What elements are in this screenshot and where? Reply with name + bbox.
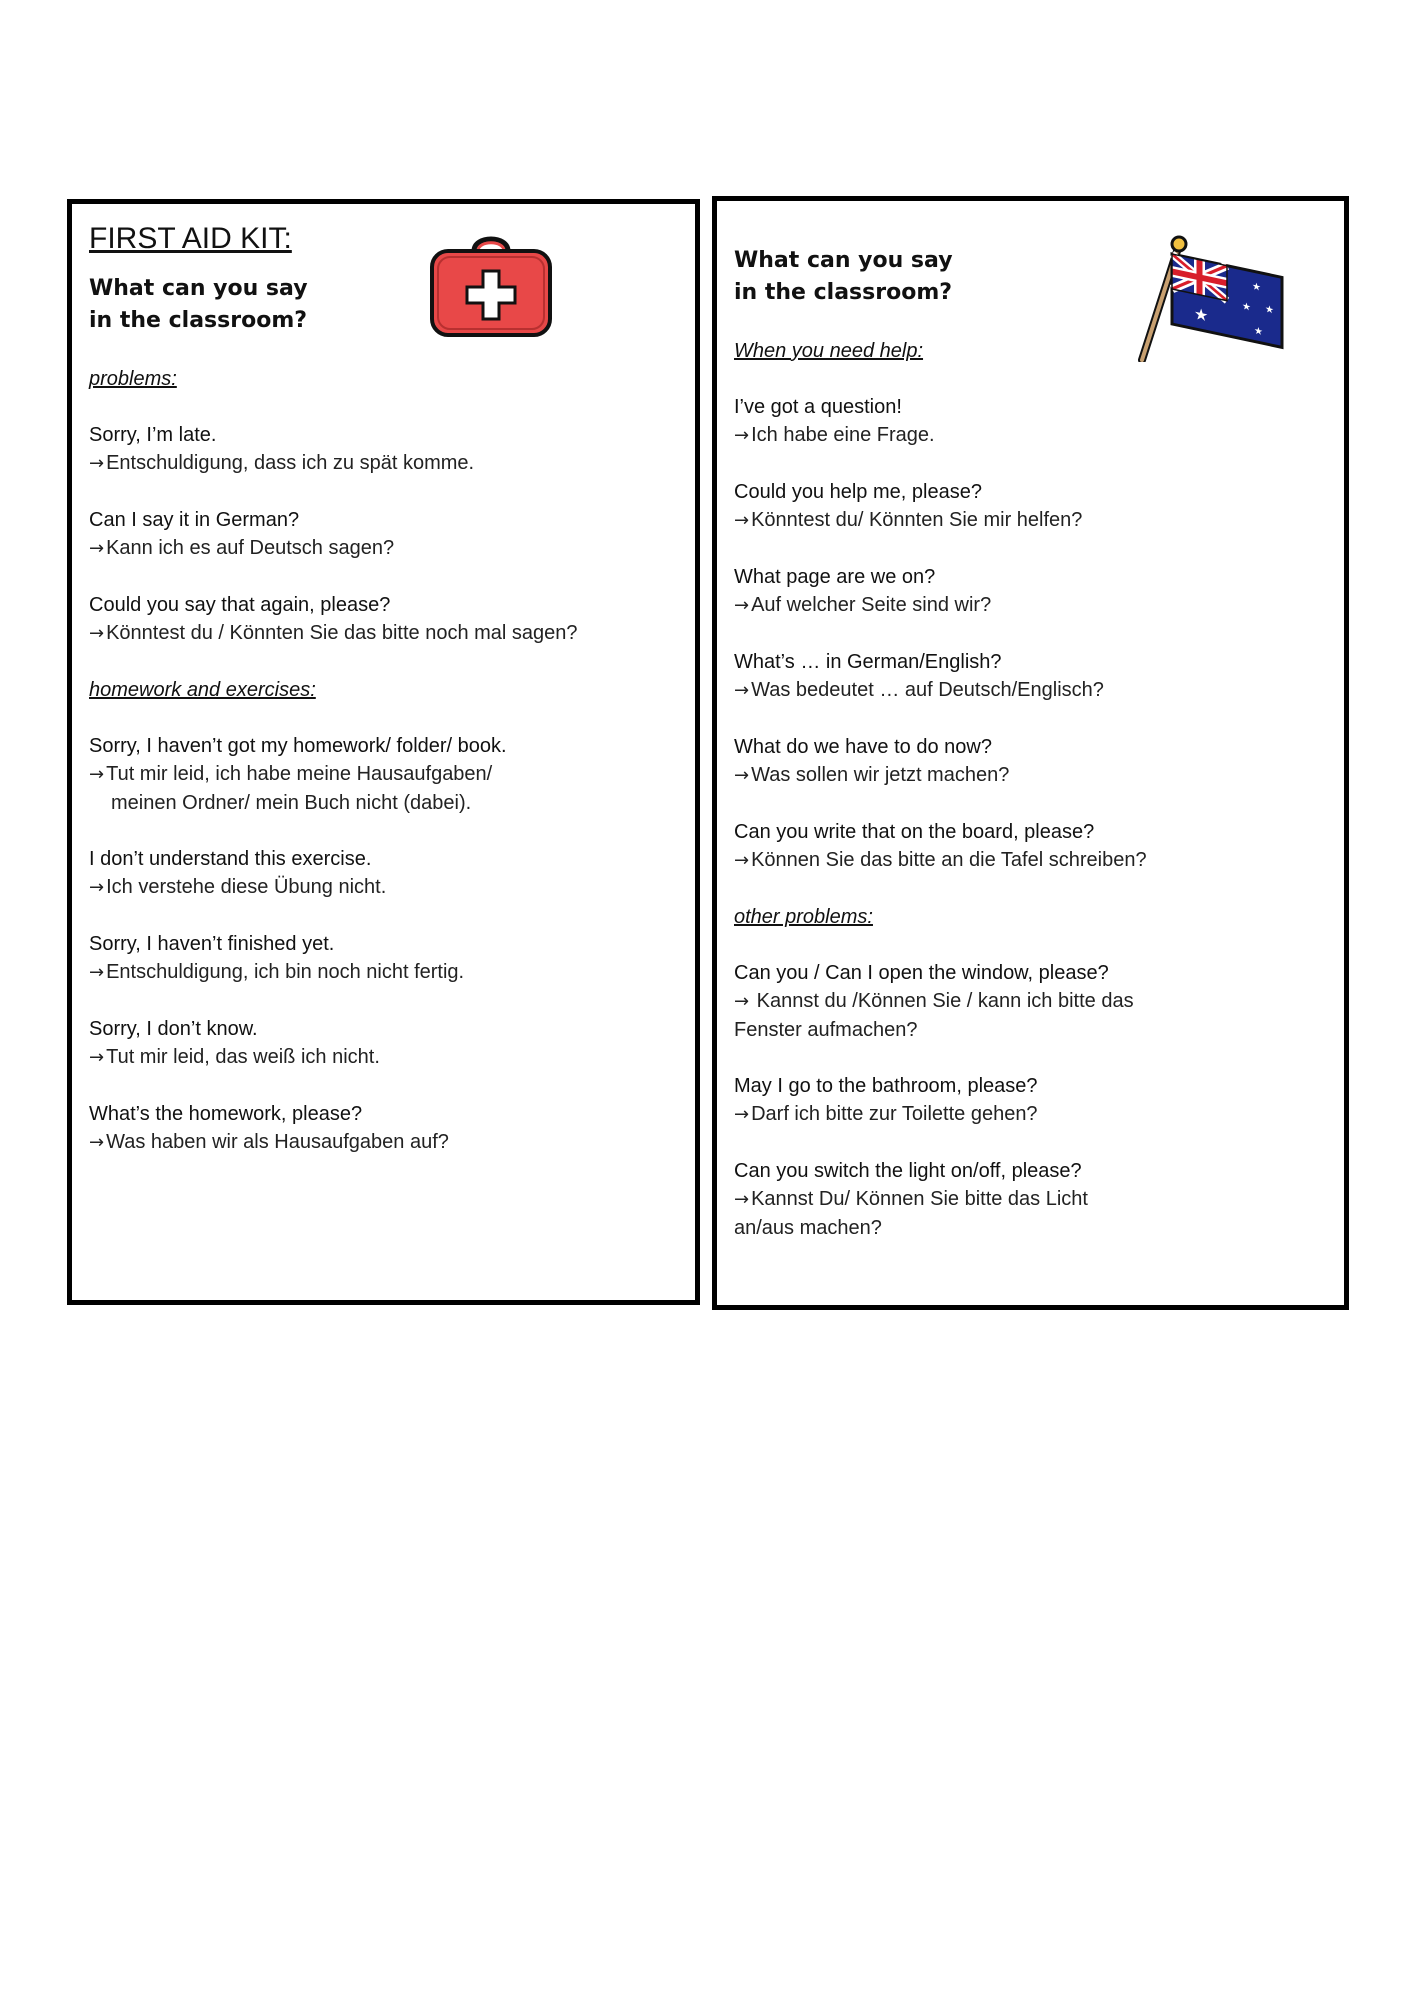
kit-title: FIRST AID KIT: bbox=[89, 222, 292, 255]
arrow-icon: → bbox=[734, 765, 750, 786]
english-phrase: Can you / Can I open the window, please? bbox=[734, 962, 1109, 984]
german-translation bbox=[734, 1185, 1327, 1214]
left-heading-line2: in the classroom? bbox=[89, 308, 308, 333]
german-text: Entschuldigung, ich bin noch nicht fertig. bbox=[106, 961, 465, 983]
english-phrase: What do we have to do now? bbox=[734, 736, 992, 758]
german-translation bbox=[89, 449, 678, 478]
right-card-content bbox=[734, 215, 1327, 1242]
english-phrase: Could you say that again, please? bbox=[89, 594, 391, 616]
phrase-item bbox=[734, 478, 1327, 535]
arrow-icon: → bbox=[734, 1189, 750, 1210]
first-aid-kit-icon bbox=[426, 229, 556, 339]
left-card-content bbox=[89, 218, 678, 1157]
section-label: When you need help: bbox=[734, 340, 924, 362]
german-translation bbox=[734, 676, 1327, 705]
german-translation bbox=[89, 619, 678, 648]
german-translation bbox=[89, 1128, 678, 1157]
arrow-icon: → bbox=[89, 962, 105, 983]
english-phrase: I don’t understand this exercise. bbox=[89, 848, 372, 870]
arrow-icon: → bbox=[734, 991, 750, 1012]
arrow-icon: → bbox=[734, 1104, 750, 1125]
german-text: Können Sie das bitte an die Tafel schreiben? bbox=[751, 849, 1147, 871]
german-translation bbox=[734, 421, 1327, 450]
section-label: problems: bbox=[89, 368, 177, 390]
english-phrase: Can I say it in German? bbox=[89, 509, 300, 531]
phrase-item bbox=[734, 959, 1327, 1044]
right-heading-line2: in the classroom? bbox=[734, 280, 953, 305]
german-text: Entschuldigung, dass ich zu spät komme. bbox=[106, 452, 475, 474]
german-text: Was haben wir als Hausaufgaben auf? bbox=[106, 1131, 449, 1153]
arrow-icon: → bbox=[734, 425, 750, 446]
german-translation bbox=[89, 873, 678, 902]
arrow-icon: → bbox=[89, 1047, 105, 1068]
german-text: Kannst Du/ Können Sie bitte das Licht bbox=[751, 1188, 1088, 1210]
first-aid-kit-card bbox=[67, 199, 700, 1305]
phrase-item bbox=[89, 732, 678, 817]
german-translation bbox=[734, 1016, 1327, 1044]
german-text: Ich verstehe diese Übung nicht. bbox=[106, 876, 387, 898]
phrase-item bbox=[734, 733, 1327, 790]
english-phrase: Sorry, I don’t know. bbox=[89, 1018, 258, 1040]
phrase-item bbox=[89, 1100, 678, 1157]
svg-text:★: ★ bbox=[1242, 300, 1251, 314]
phrase-item bbox=[89, 1015, 678, 1072]
german-text: Könntest du/ Könnten Sie mir helfen? bbox=[751, 509, 1083, 531]
left-sections bbox=[89, 365, 678, 1157]
svg-text:★: ★ bbox=[1265, 303, 1274, 317]
german-text: meinen Ordner/ mein Buch nicht (dabei). bbox=[111, 792, 472, 814]
left-heading-line1: What can you say bbox=[89, 276, 308, 301]
arrow-icon: → bbox=[89, 538, 105, 559]
german-text: Auf welcher Seite sind wir? bbox=[751, 594, 992, 616]
classroom-help-card bbox=[712, 196, 1349, 1310]
right-heading-line1: What can you say bbox=[734, 248, 953, 273]
german-text: Was bedeutet … auf Deutsch/Englisch? bbox=[751, 679, 1104, 701]
svg-text:★: ★ bbox=[1254, 325, 1263, 339]
phrase-item bbox=[734, 818, 1327, 875]
arrow-icon: → bbox=[734, 510, 750, 531]
german-translation bbox=[89, 1043, 678, 1072]
phrase-item bbox=[734, 1072, 1327, 1129]
section-label: homework and exercises: bbox=[89, 679, 316, 701]
phrase-item bbox=[89, 591, 678, 648]
german-translation bbox=[89, 760, 678, 789]
english-phrase: What’s … in German/English? bbox=[734, 651, 1002, 673]
german-text: Kannst du /Können Sie / kann ich bitte das bbox=[751, 990, 1134, 1012]
right-sections bbox=[734, 337, 1327, 1242]
english-phrase: Can you switch the light on/off, please? bbox=[734, 1160, 1082, 1182]
arrow-icon: → bbox=[734, 595, 750, 616]
arrow-icon: → bbox=[89, 453, 105, 474]
english-phrase: May I go to the bathroom, please? bbox=[734, 1075, 1038, 1097]
phrase-item bbox=[734, 393, 1327, 450]
arrow-icon: → bbox=[89, 623, 105, 644]
arrow-icon: → bbox=[89, 764, 105, 785]
english-phrase: I’ve got a question! bbox=[734, 396, 902, 418]
phrase-item bbox=[89, 845, 678, 902]
english-phrase: Could you help me, please? bbox=[734, 481, 982, 503]
german-text: Könntest du / Könnten Sie das bitte noch mal sagen? bbox=[106, 622, 578, 644]
svg-text:★: ★ bbox=[1252, 281, 1261, 294]
german-translation bbox=[734, 987, 1327, 1016]
arrow-icon: → bbox=[734, 680, 750, 701]
arrow-icon: → bbox=[89, 877, 105, 898]
phrase-item bbox=[734, 1157, 1327, 1242]
phrase-item bbox=[89, 506, 678, 563]
german-text: Tut mir leid, ich habe meine Hausaufgaben/ bbox=[106, 763, 493, 785]
german-text: Tut mir leid, das weiß ich nicht. bbox=[106, 1046, 380, 1068]
german-text: an/aus machen? bbox=[734, 1217, 882, 1239]
german-translation bbox=[734, 846, 1327, 875]
english-phrase: Sorry, I haven’t got my homework/ folder/ book. bbox=[89, 735, 507, 757]
german-translation bbox=[734, 761, 1327, 790]
phrase-item bbox=[89, 421, 678, 478]
phrase-item bbox=[89, 930, 678, 987]
english-phrase: What’s the homework, please? bbox=[89, 1103, 363, 1125]
svg-text:★: ★ bbox=[1194, 303, 1209, 326]
german-translation bbox=[734, 1214, 1327, 1242]
german-text: Was sollen wir jetzt machen? bbox=[751, 764, 1010, 786]
german-translation bbox=[89, 958, 678, 987]
german-text: Darf ich bitte zur Toilette gehen? bbox=[751, 1103, 1038, 1125]
english-phrase: Sorry, I’m late. bbox=[89, 424, 217, 446]
arrow-icon: → bbox=[734, 850, 750, 871]
english-phrase: What page are we on? bbox=[734, 566, 936, 588]
left-heading bbox=[89, 273, 678, 337]
phrase-item bbox=[734, 563, 1327, 620]
german-translation bbox=[734, 591, 1327, 620]
australian-flag-icon bbox=[1128, 234, 1288, 362]
arrow-icon: → bbox=[89, 1132, 105, 1153]
english-phrase: Can you write that on the board, please? bbox=[734, 821, 1095, 843]
german-translation bbox=[89, 789, 678, 817]
german-text: Fenster aufmachen? bbox=[734, 1019, 918, 1041]
german-text: Kann ich es auf Deutsch sagen? bbox=[106, 537, 395, 559]
german-translation bbox=[734, 506, 1327, 535]
phrase-item bbox=[734, 648, 1327, 705]
german-translation bbox=[734, 1100, 1327, 1129]
section-label: other problems: bbox=[734, 906, 873, 928]
english-phrase: Sorry, I haven’t finished yet. bbox=[89, 933, 335, 955]
german-translation bbox=[89, 534, 678, 563]
german-text: Ich habe eine Frage. bbox=[751, 424, 935, 446]
